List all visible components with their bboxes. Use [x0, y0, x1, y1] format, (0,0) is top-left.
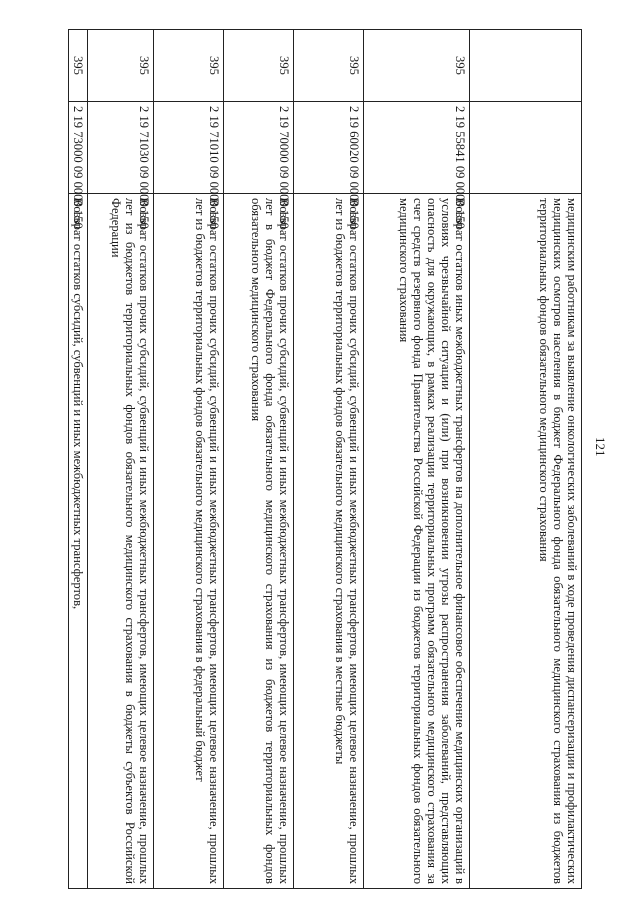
table-row	[224, 30, 294, 889]
budget-code-cell: 2 19 55841 09 0000 150	[364, 102, 470, 194]
admin-code-cell: 395	[294, 30, 364, 102]
admin-code-cell: 395	[224, 30, 294, 102]
budget-code-cell: 2 19 71010 09 0000 150	[154, 102, 224, 194]
rotated-page	[72, 29, 582, 889]
table-row	[470, 30, 582, 889]
description-cell: медицинским работникам за выявление онкологических заболеваний в ходе проведения диспансеризации и профилактических медицинских осмотров населения в бюджет Федерального фонда обязательного медицинского страхования из бюджетов территориальных фондов обязательного медицинского страхования	[470, 194, 582, 889]
budget-code-cell	[470, 102, 582, 194]
budget-code-cell: 2 19 60020 09 0000 150	[294, 102, 364, 194]
budget-code-cell: 2 19 70000 09 0000 150	[224, 102, 294, 194]
budget-codes-table	[68, 29, 582, 889]
budget-code-cell: 2 19 73000 09 0000 150	[68, 102, 87, 194]
description-cell: Возврат остатков прочих субсидий, субвенций и иных межбюджетных трансфертов, имеющих целевое назначение, прошлых лет из бюджетов территориальных фондов обязательного медицинского страхования в местные бюджеты	[294, 194, 364, 889]
admin-code-cell: 395	[154, 30, 224, 102]
admin-code-cell: 395	[88, 30, 154, 102]
table-row	[68, 30, 87, 889]
budget-code-cell: 2 19 71030 09 0000 150	[88, 102, 154, 194]
table-row	[364, 30, 470, 889]
table-row	[154, 30, 224, 889]
admin-code-cell: 395	[364, 30, 470, 102]
description-cell: Возврат остатков прочих субсидий, субвенций и иных межбюджетных трансфертов, имеющих целевое назначение, прошлых лет из бюджетов территориальных фондов обязательного медицинского страхования в федеральный бюджет	[154, 194, 224, 889]
table-row	[294, 30, 364, 889]
description-cell: Возврат остатков субсидий, субвенций и иных межбюджетных трансфертов,	[68, 194, 87, 889]
description-cell: Возврат остатков прочих субсидий, субвенций и иных межбюджетных трансфертов, имеющих целевое назначение, прошлых лет в бюджет Федерального фонда обязательного медицинского страхования из бюджетов территориальных фондов обязательного медицинского страхования	[224, 194, 294, 889]
description-cell: Возврат остатков иных межбюджетных трансфертов на дополнительное финансовое обеспечение медицинских организаций в условиях чрезвычайной ситуации и (или) при возникновении угрозы распространения заболеваний, представляющих опасность для окружающих, в рамках реализации территориальных программ обязательного медицинского страхования за счет средств резервного фонда Правительства Российской Федерации из бюджетов территориальных фондов обязательного медицинского страхования	[364, 194, 470, 889]
admin-code-cell: 395	[68, 30, 87, 102]
admin-code-cell	[470, 30, 582, 102]
page-number: 121	[593, 437, 608, 457]
description-cell: Возврат остатков прочих субсидий, субвенций и иных межбюджетных трансфертов, имеющих целевое назначение, прошлых лет из бюджетов территориальных фондов обязательного медицинского страхования в бюджеты субъектов Российской Федерации	[88, 194, 154, 889]
table-row	[88, 30, 154, 889]
